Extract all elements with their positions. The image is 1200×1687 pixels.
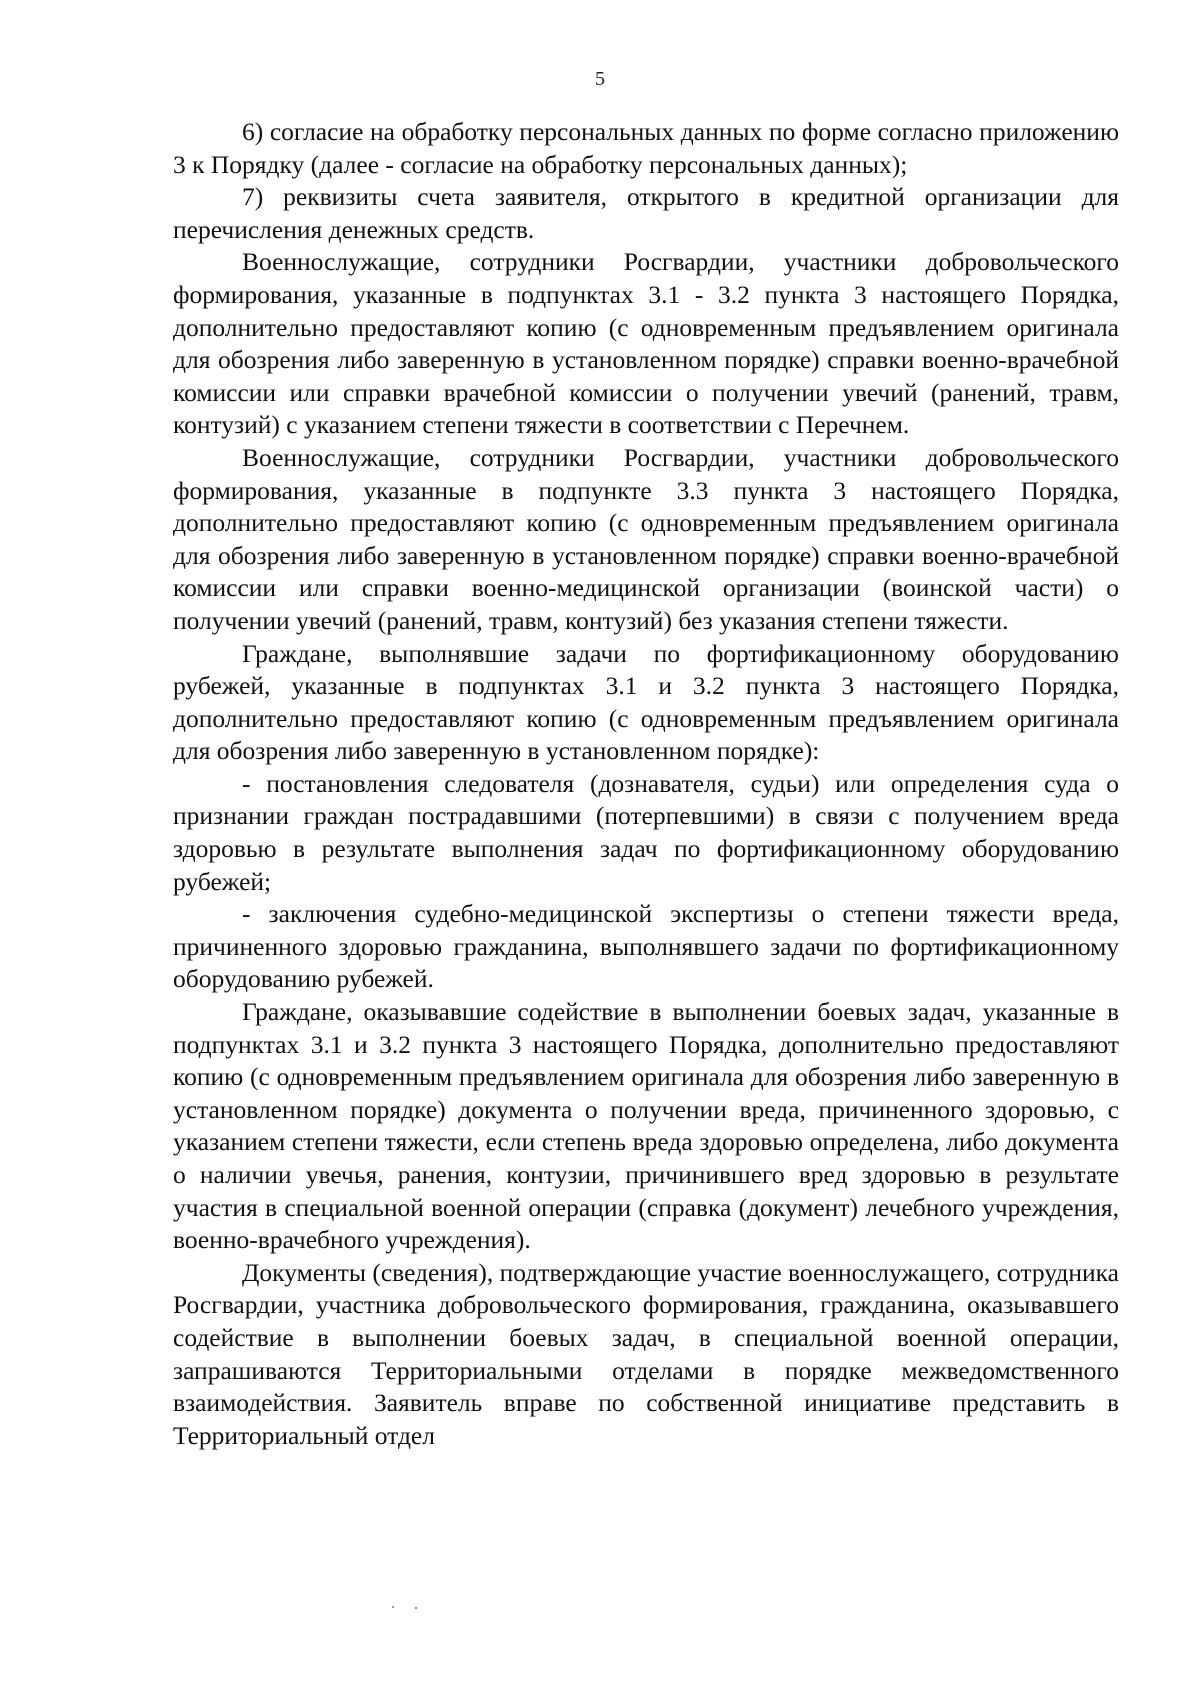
scan-specks — [392, 1604, 432, 1610]
document-body — [173, 116, 1119, 1452]
paragraph-item-6: 6) согласие на обработку персональных данных по форме согласно приложению 3 к Порядку (далее - согласие на обработку персональных данных); — [173, 117, 1119, 179]
paragraph-documents-request: Документы (сведения), подтверждающие участие военнослужащего, сотрудника Росгвардии, участника добровольческого формирования, гражданина, оказывавшего содействие в выполнении боевых задач, в специальной военной операции, запрашиваются Территориальными отделами в порядке межведомственного взаимодействия. Заявитель вправе по собственной инициативе представить в Территориальный отдел — [173, 1257, 1119, 1450]
paragraph-combat-assistance-citizens: Граждане, оказывавшие содействие в выполнении боевых задач, указанные в подпунктах 3.1 и 3.2 пункта 3 настоящего Порядка, дополнительно предоставляют копию (с одновременным предъявлением оригинала для обозрения либо заверенную в установленном порядке) документа о получении вреда, причиненного здоровью, с указанием степени тяжести, если степень вреда здоровью определена, либо документа о наличии увечья, ранения, контузии, причинившего вред здоровью в результате участия в специальной военной операции (справка (документ) лечебного учреждения, военно-врачебного учреждения). — [173, 997, 1119, 1255]
list-item-investigator-resolution: - постановления следователя (дознавателя, судьи) или определения суда о признании граждан пострадавшими (потерпевшими) в связи с получением вреда здоровью в результате выполнения задач по фортификационному оборудованию рубежей; — [173, 768, 1119, 896]
paragraph-servicemen-3-1-3-2: Военнослужащие, сотрудники Росгвардии, участники добровольческого формирования, указанные в подпунктах 3.1 - 3.2 пункта 3 настоящего Порядка, дополнительно предоставляют копию (с одновременным предъявлением оригинала для обозрения либо заверенную в установленном порядке) справки военно-врачебной комиссии или справки врачебной комиссии о получении увечий (ранений, травм, контузий) с указанием степени тяжести в соответствии с Перечнем. — [173, 247, 1119, 440]
page-number: 5 — [595, 68, 605, 90]
list-item-forensic-conclusion: - заключения судебно-медицинской экспертизы о степени тяжести вреда, причиненного здоровью гражданина, выполнявшего задачи по фортификационному оборудованию рубежей. — [173, 899, 1119, 994]
paragraph-fortification-citizens: Граждане, выполнявшие задачи по фортификационному оборудованию рубежей, указанные в подпунктах 3.1 и 3.2 пункта 3 настоящего Порядка, дополнительно предоставляют копию (с одновременным предъявлением оригинала для обозрения либо заверенную в установленном порядке): — [173, 638, 1119, 766]
paragraph-servicemen-3-3: Военнослужащие, сотрудники Росгвардии, участники добровольческого формирования, указанные в подпункте 3.3 пункта 3 настоящего Порядка, дополнительно предоставляют копию (с одновременным предъявлением оригинала для обозрения либо заверенную в установленном порядке) справки военно-врачебной комиссии или справки военно-медицинской организации (воинской части) о получении увечий (ранений, травм, контузий) без указания степени тяжести. — [173, 442, 1119, 635]
paragraph-item-7: 7) реквизиты счета заявителя, открытого в кредитной организации для перечисления денежных средств. — [173, 182, 1119, 244]
